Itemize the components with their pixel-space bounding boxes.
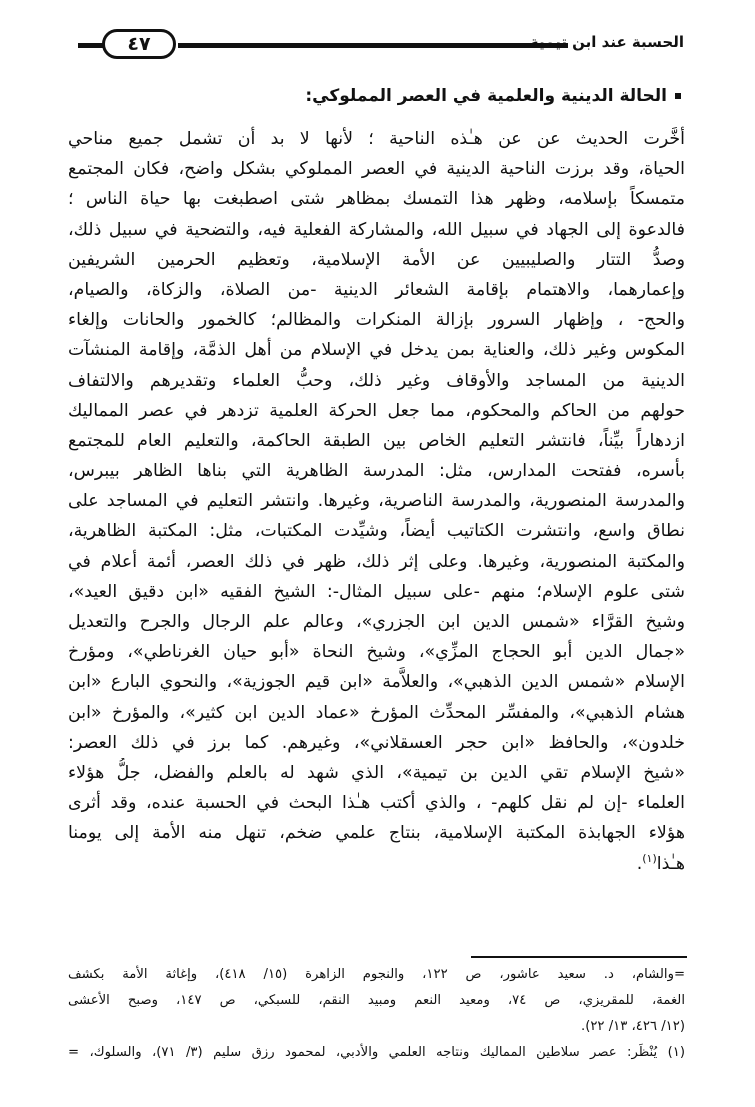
body-line: فالدعوة إلى الجهاد في سبيل الله، والمشاركة الفعلية فيه، والتضحية في سبيل ذلك، [68, 219, 685, 240]
body-line: الحياة، وقد برزت الناحية الدينية في العصر المملوكي بشكل واضح، فكان المجتمع [68, 159, 685, 180]
footnotes [68, 962, 685, 1066]
body-line: هشام الذهبي»، والمفسِّر المحدِّث المؤرخ «عماد الدين ابن كثير»، والمؤرخ «ابن [68, 702, 685, 723]
body-line: وصدُّ التتار والصليبيين عن الأمة الإسلامية، وتعظيم الحرمين الشريفين [68, 249, 685, 270]
footnote-separator [471, 956, 687, 958]
body-line-last [68, 849, 685, 879]
body-line: والمكتبة المنصورية، وغيرها. وعلى إثر ذلك، ظهر في ذلك العصر، أئمة أعلام في [68, 551, 685, 572]
body-line: هؤلاء الجهابذة المكتبة الإسلامية، بنتاج علمي ضخم، تنهل منه الأمة إلى يومنا [68, 823, 685, 844]
body-line: حولهم من الحاكم والمحكوم، مما جعل الحركة العلمية تزدهر في عصر المماليك [68, 400, 685, 421]
body-text [68, 124, 685, 879]
header-rule-left [78, 43, 104, 48]
header-rule-middle [178, 43, 568, 48]
body-line: والحج- ، وإظهار السرور بإزالة المنكرات والمظالم؛ كالخمور والحانات وإلغاء [68, 310, 685, 331]
body-line: «جمال الدين أبو الحجاج المزِّي»، وشيخ النحاة «أبو حيان الغرناطي»، ومؤرخ [68, 642, 685, 663]
body-line: أخَّرت الحديث عن عن هـٰذه الناحية ؛ لأنها لا بد أن تشمل جميع مناحي [68, 129, 685, 149]
body-line: «شيخ الإسلام تقي الدين بن تيمية»، الذي شهد له بالعلم والفضل، جلُّ هؤلاء [68, 762, 685, 783]
body-line: ازدهاراً بيِّناً، فانتشر التعليم الخاص بين الطبقة الحاكمة، والتعليم العام للمجتمع [68, 430, 685, 451]
section-heading-text: الحالة الدينية والعلمية في العصر المملوكي: [305, 86, 667, 106]
body-line: خلدون»، والحافظ «ابن حجر العسقلاني»، وغيرهم. كما برز في ذلك العصر: [68, 732, 685, 753]
page-header [78, 24, 684, 64]
footnote-line: (١) يُنْظَر: عصر سلاطين المماليك ونتاجه العلمي والأدبي، لمحمود رزق سليم (٣/ ٧١)، والسلوك، = [68, 1045, 685, 1060]
section-heading [305, 86, 681, 106]
body-line: شتى علوم الإسلام؛ منهم -على سبيل المثال-: الشيخ الفقيه «ابن دقيق العيد»، [68, 581, 685, 602]
running-title: الحسبة عند ابن تيمية [529, 33, 684, 51]
body-line: والمدرسة المنصورية، والمدرسة الناصرية، وغيرها. وانتشر التعليم في المساجد على [68, 491, 685, 512]
body-line-end: . [636, 853, 643, 874]
body-line-last-text: هـٰذا [656, 853, 685, 874]
body-line: متمسكاً بإسلامه، وظهر هذا التمسك بمظاهر شتى اصطبغت بها حياة الناس ؛ [68, 189, 685, 210]
body-line: الدينية من المساجد والأوقاف وغير ذلك، وحبُّ العلماء وتقديرهم والالتفاف [68, 370, 685, 391]
footnote-line: الغمة، للمقريزي، ص ٧٤، ومعيد النعم ومبيد النقم، للسبكي، ص ١٤٧، وصبح الأعشى [68, 993, 685, 1008]
body-line: نطاق واسع، وانتشرت الكتاتيب أيضاً، وشيِّدت المكتبات، مثل: المكتبة الظاهرية، [68, 521, 685, 542]
body-line: وإعمارهما، والاهتمام بإقامة الشعائر الدينية -من الصلاة، والزكاة، والصيام، [68, 279, 685, 300]
footnote-line: =والشام، د. سعيد عاشور، ص ١٢٢، والنجوم الزاهرة (١٥/ ٤١٨)، وإغاثة الأمة بكشف [68, 967, 685, 982]
body-line: الإسلام «شمس الدين الذهبي»، والعلاَّمة «ابن قيم الجوزية»، والنحوي البارع «ابن [68, 672, 685, 693]
footnote-reference: (١) [642, 851, 657, 865]
footnote-line: (١٢/ ٤٢٦، ١٣/ ٢٢). [581, 1019, 685, 1034]
body-line: العلماء -إن لم نقل كلهم- ، والذي أكتب هـٰذا البحث في الحسبة عنده، وقد أثرى [68, 793, 685, 814]
body-line: وشيخ القرَّاء «شمس الدين ابن الجزري»، وعالم علم الرجال والجرح والتعديل [68, 612, 685, 632]
body-line: بأسره، ففتحت المدارس، مثل: المدرسة الظاهرية التي بناها الظاهر بيبرس، [68, 461, 685, 482]
bullet-icon [675, 93, 681, 99]
body-line: المكوس وغير ذلك، والعناية بمن يدخل في الإسلام من أهل الذمَّة، وإقامة المنشآت [68, 340, 685, 361]
page-number: ٤٧ [102, 29, 176, 59]
